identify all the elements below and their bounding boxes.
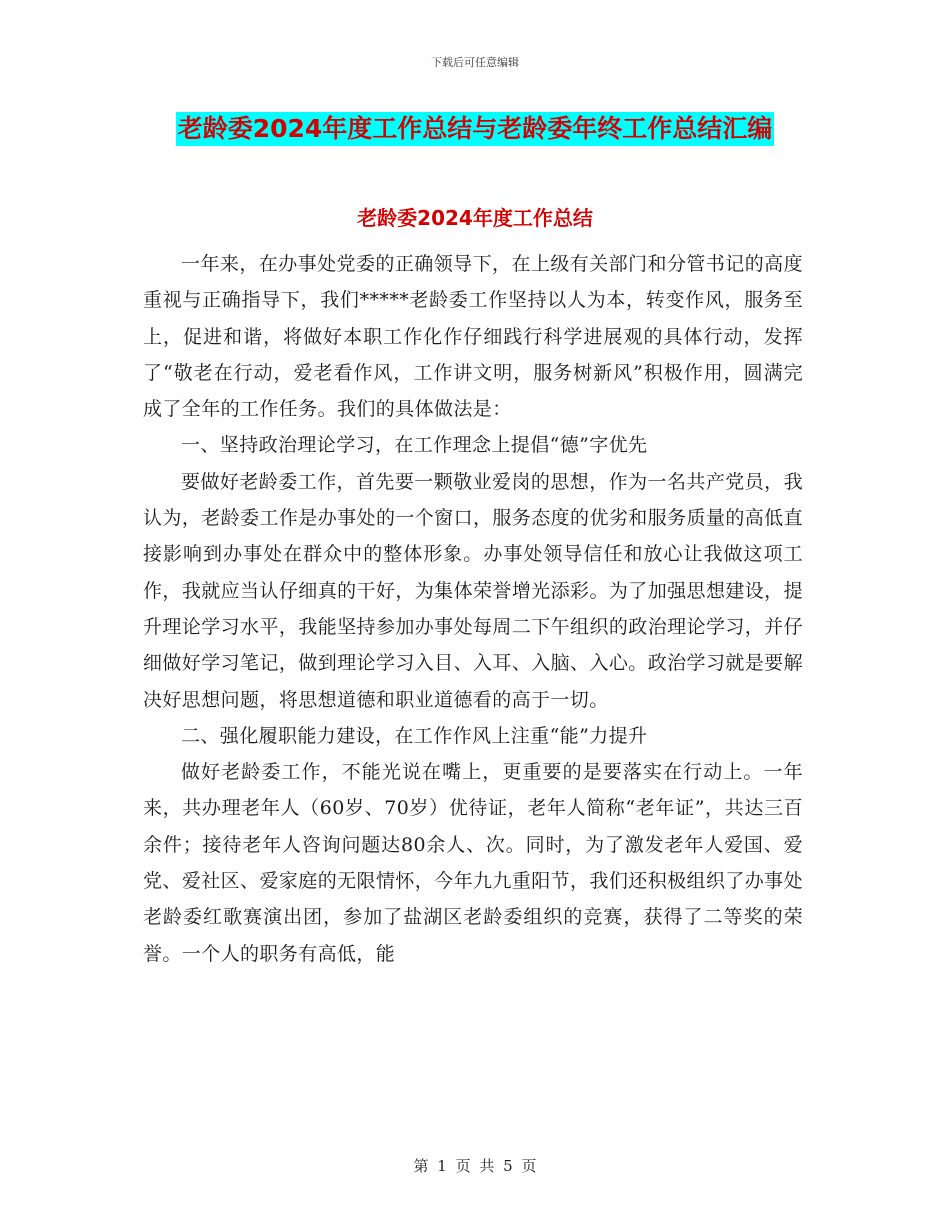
- paragraph-heading-1: 一、坚持政治理论学习，在工作理念上提倡“德”字优先: [181, 434, 648, 457]
- document-body: [143, 246, 803, 972]
- document-title: 老龄委2024年度工作总结与老龄委年终工作总结汇编: [176, 112, 775, 146]
- paragraph-heading-2: 二、强化履职能力建设，在工作作风上注重“能”力提升: [181, 724, 648, 747]
- section-title: 老龄委2024年度工作总结: [357, 206, 593, 230]
- paragraph-body-2: 做好老龄委工作，不能光说在嘴上，更重要的是要落实在行动上。一年来，共办理老年人（60岁、70岁）优待证，老年人简称“老年证”，共达三百余件；接待老年人咨询问题达80余人、次。同时，为了激发老年人爱国、爱党、爱社区、爱家庭的无限情怀，今年九九重阳节，我们还积极组织了办事处老龄委红歌赛演出团，参加了盐湖区老龄委组织的竞赛，获得了二等奖的荣誉。一个人的职务有高低，能: [143, 761, 803, 965]
- paragraph-intro: 一年来，在办事处党委的正确领导下，在上级有关部门和分管书记的高度重视与正确指导下，我们*****老龄委工作坚持以人为本，转变作风，服务至上，促进和谐，将做好本职工作化作仔细践行科学进展观的具体行动，发挥了“敬老在行动，爱老看作风，工作讲文明，服务树新风”积极作用，圆满完成了全年的工作任务。我们的具体做法是：: [143, 253, 803, 421]
- page-number: 第 1 页 共 5 页: [413, 1157, 537, 1175]
- document-title-container: [0, 112, 950, 146]
- page-header-note: 下载后可任意编辑: [431, 56, 519, 69]
- paragraph-body-1: 要做好老龄委工作，首先要一颗敬业爱岗的思想，作为一名共产党员，我认为，老龄委工作是办事处的一个窗口，服务态度的优劣和服务质量的高低直接影响到办事处在群众中的整体形象。办事处领导信任和放心让我做这项工作，我就应当认仔细真的干好，为集体荣誉增光添彩。为了加强思想建设，提升理论学习水平，我能坚持参加办事处每周二下午组织的政治理论学习，并仔细做好学习笔记，做到理论学习入目、入耳、入脑、入心。政治学习就是要解决好思想问题，将思想道德和职业道德看的高于一切。: [143, 470, 803, 711]
